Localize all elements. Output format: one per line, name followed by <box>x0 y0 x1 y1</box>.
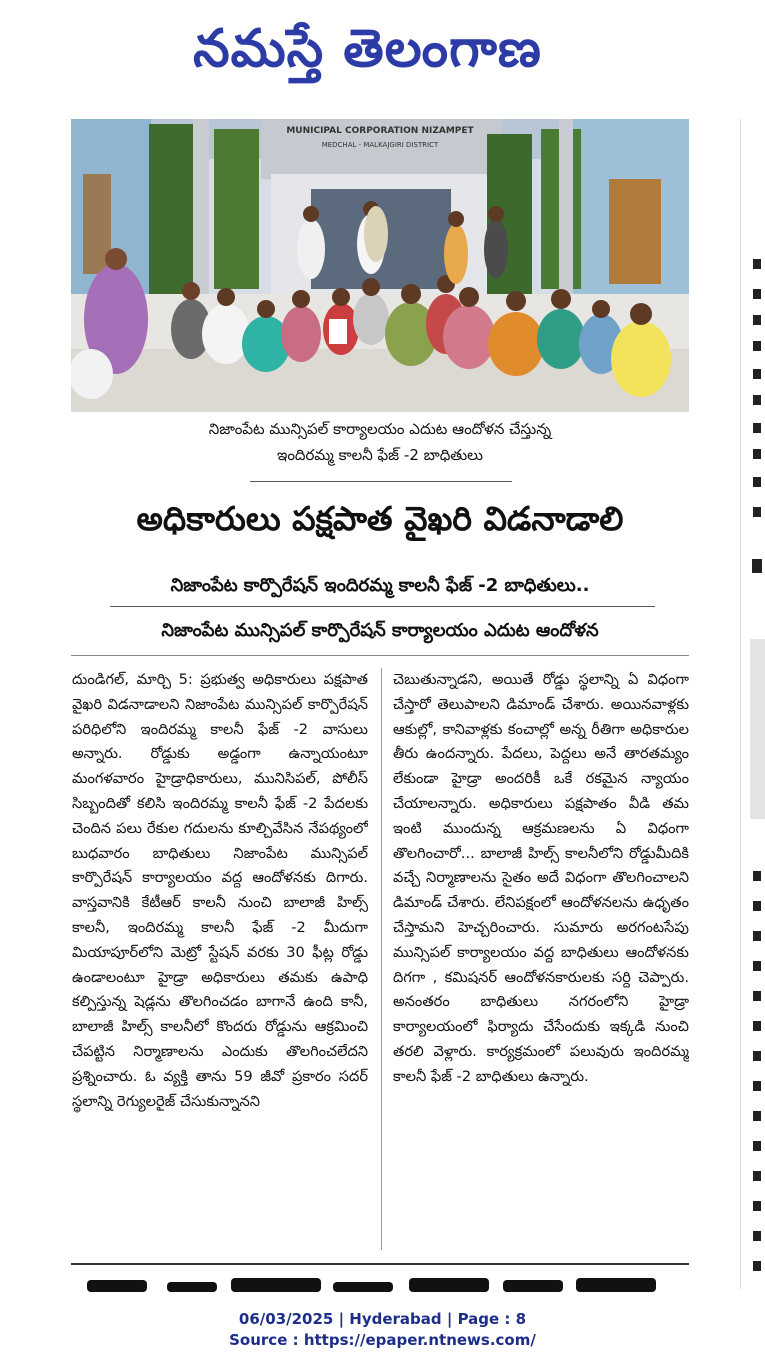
caption-line1: నిజాంపేట మున్సిపల్ కార్యాలయం ఎదుట ఆందోళన చేస్తున్న <box>208 420 552 438</box>
masthead-logo: నమస్తే తెలంగాణ <box>193 18 542 79</box>
article-column-left: దుండిగల్, మార్చి 5: ప్రభుత్వ అధికారులు పక్షపాత వైఖరి విడనాడాలని నిజాంపేట మున్సిపల్ కార్పొరేషన్ పరిధిలోని ఇందిరమ్మ కాలనీ ఫేజ్ -2 వాసులు అన్నారు. రోడ్డుకు అడ్డంగా ఉన్నాయంటూ మంగళవారం హైడ్రాధికారులు, మునిసిపల్, పోలీస్ సిబ్బందితో కలిసి ఇందిరమ్మ కాలనీ ఫేజ్ -2 పేదలకు చెందిన పలు రేకుల గదులను కూల్చివేసిన నేపథ్యంలో బుధవారం బాధితులు నిజాంపేట మున్సిపల్ కార్పొరేషన్ కార్యాలయం వద్ద ఆందోళనకు దిగారు. వాస్తవానికి కేటీఆర్ కాలనీ నుంచి బాలాజీ హిల్స్ కాలనీ, ఇందిరమ్మ కాలనీ ఫేజ్ -2 మీదుగా మియాపూర్‌లోని మెట్రో స్టేషన్ వరకు 30 ఫీట్ల రోడ్డు ఉండాలంటూ హైడ్రా అధికారులు తమకు ఉపాధి కల్పిస్తున్న షెడ్లను తొలగించడం బాగానే ఉంది కానీ, బాలాజీ హిల్స్ కాలనీలో కొందరు రోడ్డును ఆక్రమించి చేపట్టిన నిర్మాణాలను ఎందుకు తొలగించలేదని ప్రశ్నించారు. ఓ వ్యక్తి తాను 59 జీవో ప్రకారం సదర్ స్థలాన్ని రెగ్యులరైజ్ చేసుకున్నానని <box>72 671 368 1110</box>
signboard-line2: MEDCHAL - MALKAJGIRI DISTRICT <box>321 141 439 149</box>
footer-date-edition: 06/03/2025 | Hyderabad | Page : 8 <box>238 1310 527 1328</box>
article-subhead-2: నిజాంపేట మున్సిపల్ కార్పొరేషన్ కార్యాలయం ఎదుట ఆందోళన <box>161 620 599 641</box>
protest-photo-illustration <box>71 119 689 412</box>
photo-caption <box>71 416 689 468</box>
article-bottom-rule <box>71 1263 689 1265</box>
article-subhead-1: నిజాంపేట కార్పొరేషన్ ఇందిరమ్మ కాలనీ ఫేజ్ -2 బాధితులు.. <box>170 575 590 596</box>
footer-source: Source : https://epaper.ntnews.com/ <box>229 1331 536 1349</box>
body-top-divider <box>71 655 689 656</box>
news-photo <box>71 119 689 412</box>
article-column-right: చెబుతున్నాడని, అయితే రోడ్డు స్థలాన్ని ఏ విధంగా చేస్తారో తెలుపాలని డిమాండ్ చేశారు. అయినవాళ్లకు ఆకుల్లో, కానివాళ్లకు కంచాల్లో అన్న రీతిగా అధికారుల తీరు ఉందన్నారు. పేదలు, పెద్దలు అనే తారతమ్యం లేకుండా హైడ్రా అందరికీ ఒకే రకమైన న్యాయం చేయాలన్నారు. అధికారులు పక్షపాతం వీడి తమ ఇంటి ముందున్న ఆక్రమణలను ఏ విధంగా తొలగించారో... బాలాజీ హిల్స్ కాలనీలోని రోడ్డుమీదికి వచ్చే నిర్మాణాలను సైతం అదే విధంగా తొలగించాలని డిమాండ్ చేశారు. లేనిపక్షంలో ఆందోళనలను ఉధృతం చేస్తామని హెచ్చరించారు. సుమారు అరగంటసేపు మున్సిపల్ కార్యాలయం వద్ద బాధితులు ఆందోళనకు దిగగా , కమిషనర్ ఆందోళనకారులకు సర్ది చెప్పారు. అనంతరం బాధితులు నగరంలోని హైడ్రా కార్యాలయంలో ఫిర్యాదు చేసేందుకు ఇక్కడి నుంచి తరలి వెళ్లారు. కార్యక్రమంలో పలువురు ఇందిరమ్మ కాలనీ ఫేజ్ -2 బాధితులు ఉన్నారు. <box>393 671 689 1085</box>
article-headline: అధికారులు పక్షపాత వైఖరి విడనాడాలి <box>136 499 624 538</box>
page-footer <box>0 1309 765 1351</box>
caption-divider <box>250 481 512 482</box>
subhead-divider <box>110 606 655 607</box>
adjacent-page-fragment <box>740 119 765 1289</box>
masthead <box>0 0 765 110</box>
caption-line2: ఇందిరమ్మ కాలనీ ఫేజ్ -2 బాధితులు <box>276 446 483 464</box>
column-divider <box>381 668 382 1250</box>
signboard-line1: MUNICIPAL CORPORATION NIZAMPET <box>286 126 474 136</box>
next-article-headline-cropped <box>71 1272 689 1292</box>
cropped-headline-strokes <box>71 1272 689 1292</box>
adjacent-page-edge <box>740 119 765 1289</box>
